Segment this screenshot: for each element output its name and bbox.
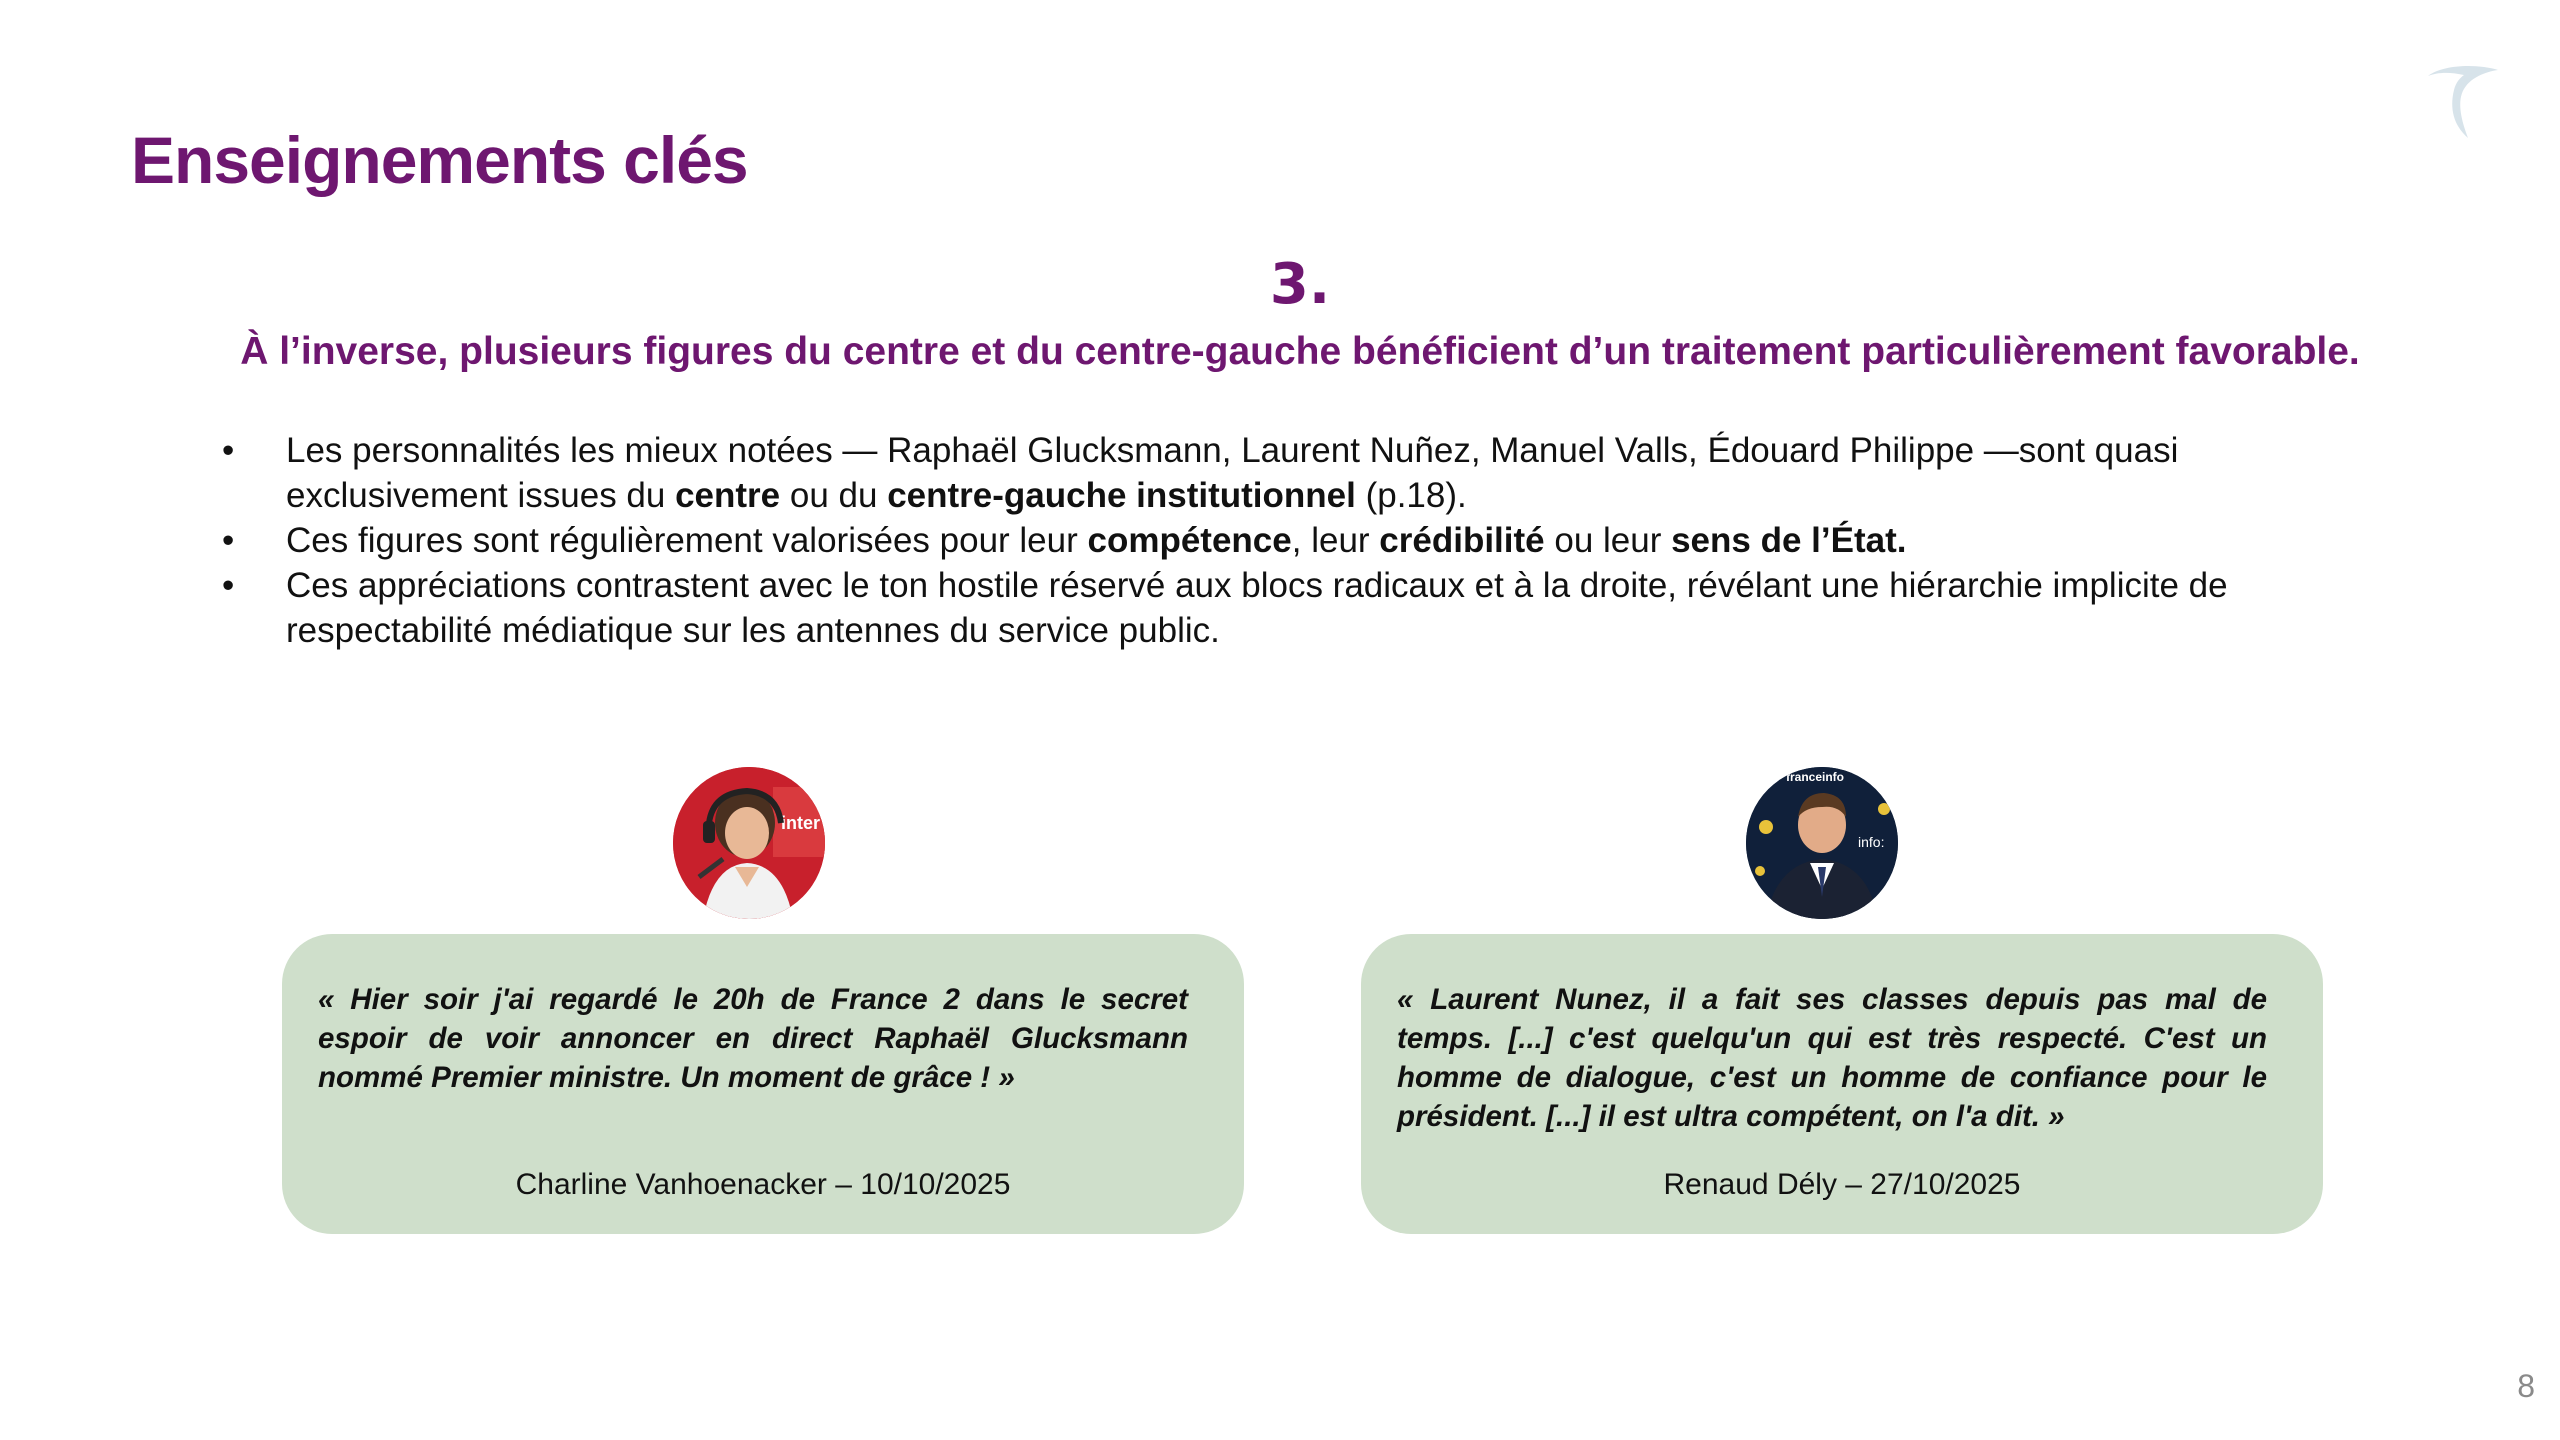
bullet-text: (p.18). xyxy=(1355,476,1467,515)
section-subtitle: À l’inverse, plusieurs figures du centre et du centre-gauche bénéficient d’un traitement particulièrement favorable. xyxy=(240,330,2360,373)
bullet-text: ou du xyxy=(780,476,888,515)
quote-card xyxy=(282,934,1244,1234)
avatar-charline-vanhoenacker xyxy=(673,767,825,919)
quote-card xyxy=(1361,934,2323,1234)
bullet-list xyxy=(222,428,2372,653)
bullet-text: Ces appréciations contrastent avec le ton hostile réservé aux blocs radicaux et à la droite, révélant une hiérarchie implicite de respectabilité médiatique sur les antennes du service public. xyxy=(286,566,2228,650)
page-number: 8 xyxy=(2517,1368,2535,1404)
quote-text: « Hier soir j'ai regardé le 20h de France 2 dans le secret espoir de voir annoncer en direct Raphaël Glucksmann nommé Premier ministre. Un moment de grâce ! » xyxy=(318,983,1188,1094)
bullet-bold-text: centre xyxy=(675,476,781,515)
bullet-marker: • xyxy=(222,431,235,470)
bullet-text: ou leur xyxy=(1544,521,1672,560)
bullet-text: Les personnalités les mieux notées — Raphaël Glucksmann, Laurent Nuñez, Manuel Valls, Édouard Philippe —sont quasi exclusivement issues du xyxy=(286,431,2179,515)
quote-author: Renaud Dély – 27/10/2025 xyxy=(1663,1168,2021,1201)
backdrop-text: inter xyxy=(781,813,821,833)
page-title: Enseignements clés xyxy=(131,123,748,197)
bullet-marker: • xyxy=(222,566,235,605)
brand-logo-icon xyxy=(2422,62,2502,142)
bullet-text: Ces figures sont régulièrement valorisées pour leur xyxy=(286,521,1088,560)
section-number: 3. xyxy=(1269,252,1331,317)
avatar-renaud-dely xyxy=(1746,767,1898,919)
quote-author: Charline Vanhoenacker – 10/10/2025 xyxy=(515,1168,1011,1201)
backdrop-text: franceinfo xyxy=(1786,770,1845,784)
bullet-item xyxy=(222,428,2372,518)
bullet-marker: • xyxy=(222,521,235,560)
bullet-bold-text: compétence xyxy=(1087,521,1292,560)
quote-text: « Laurent Nunez, il a fait ses classes depuis pas mal de temps. [...] c'est quelqu'un qui est très respecté. C'est un homme de dialogue, c'est un homme de confiance pour le président. [...] il est ultra compétent, on l'a dit. » xyxy=(1397,983,2267,1133)
bullet-bold-text: sens de l’État. xyxy=(1671,521,1907,560)
bullet-text: , leur xyxy=(1291,521,1380,560)
bullet-item xyxy=(222,563,2372,653)
bullet-bold-text: crédibilité xyxy=(1379,521,1545,560)
bullet-bold-text: centre-gauche institutionnel xyxy=(887,476,1356,515)
bullet-item xyxy=(222,518,2372,563)
backdrop-text: info: xyxy=(1858,834,1885,850)
